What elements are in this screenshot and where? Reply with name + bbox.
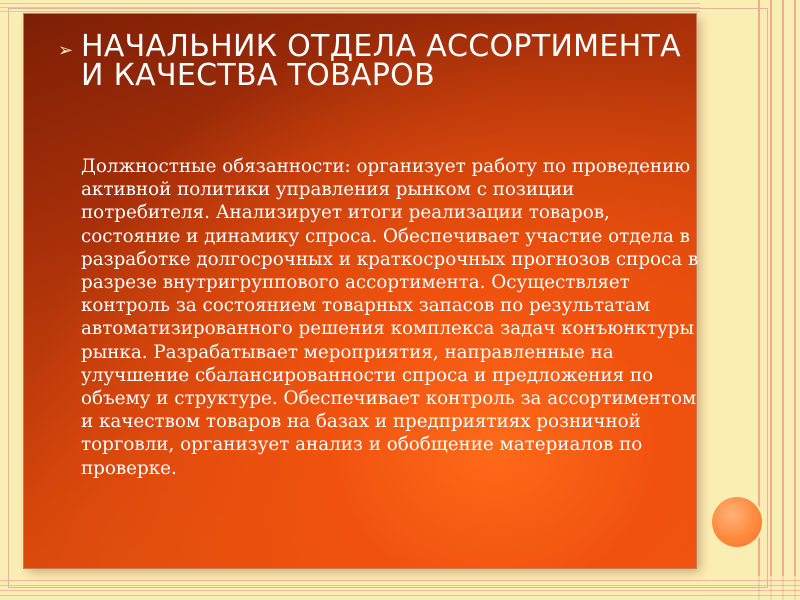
decorative-circle bbox=[712, 497, 762, 547]
slide-title: НАЧАЛЬНИК ОТДЕЛА АССОРТИМЕНТА И КАЧЕСТВА ТОВАРОВ bbox=[81, 29, 681, 93]
arrow-bullet-icon: ➢ bbox=[58, 40, 74, 61]
slide-body-text: Должностные обязанности: организует работу по проведению активной политики управления рынком с позиции потребителя. Анализирует итоги реализации товаров, состояние и динамику спроса. Обеспечивает участие отдела в разработке долгосрочных и краткосрочных прогнозов спроса в разрезе внутригруппового ассортимента. Осуществляет контроль за состоянием товарных запасов по результатам автоматизированного решения комплекса задач конъюнктуры рынка. Разрабатывает мероприятия, направленные на улучшение сбалансированности спроса и предложения по объему и структуре. Обеспечивает контроль за ассортиментом и качеством товаров на базах и предприятиях розничной торговли, организует анализ и обобщение материалов по проверке. bbox=[81, 156, 699, 479]
content-panel bbox=[24, 14, 699, 568]
